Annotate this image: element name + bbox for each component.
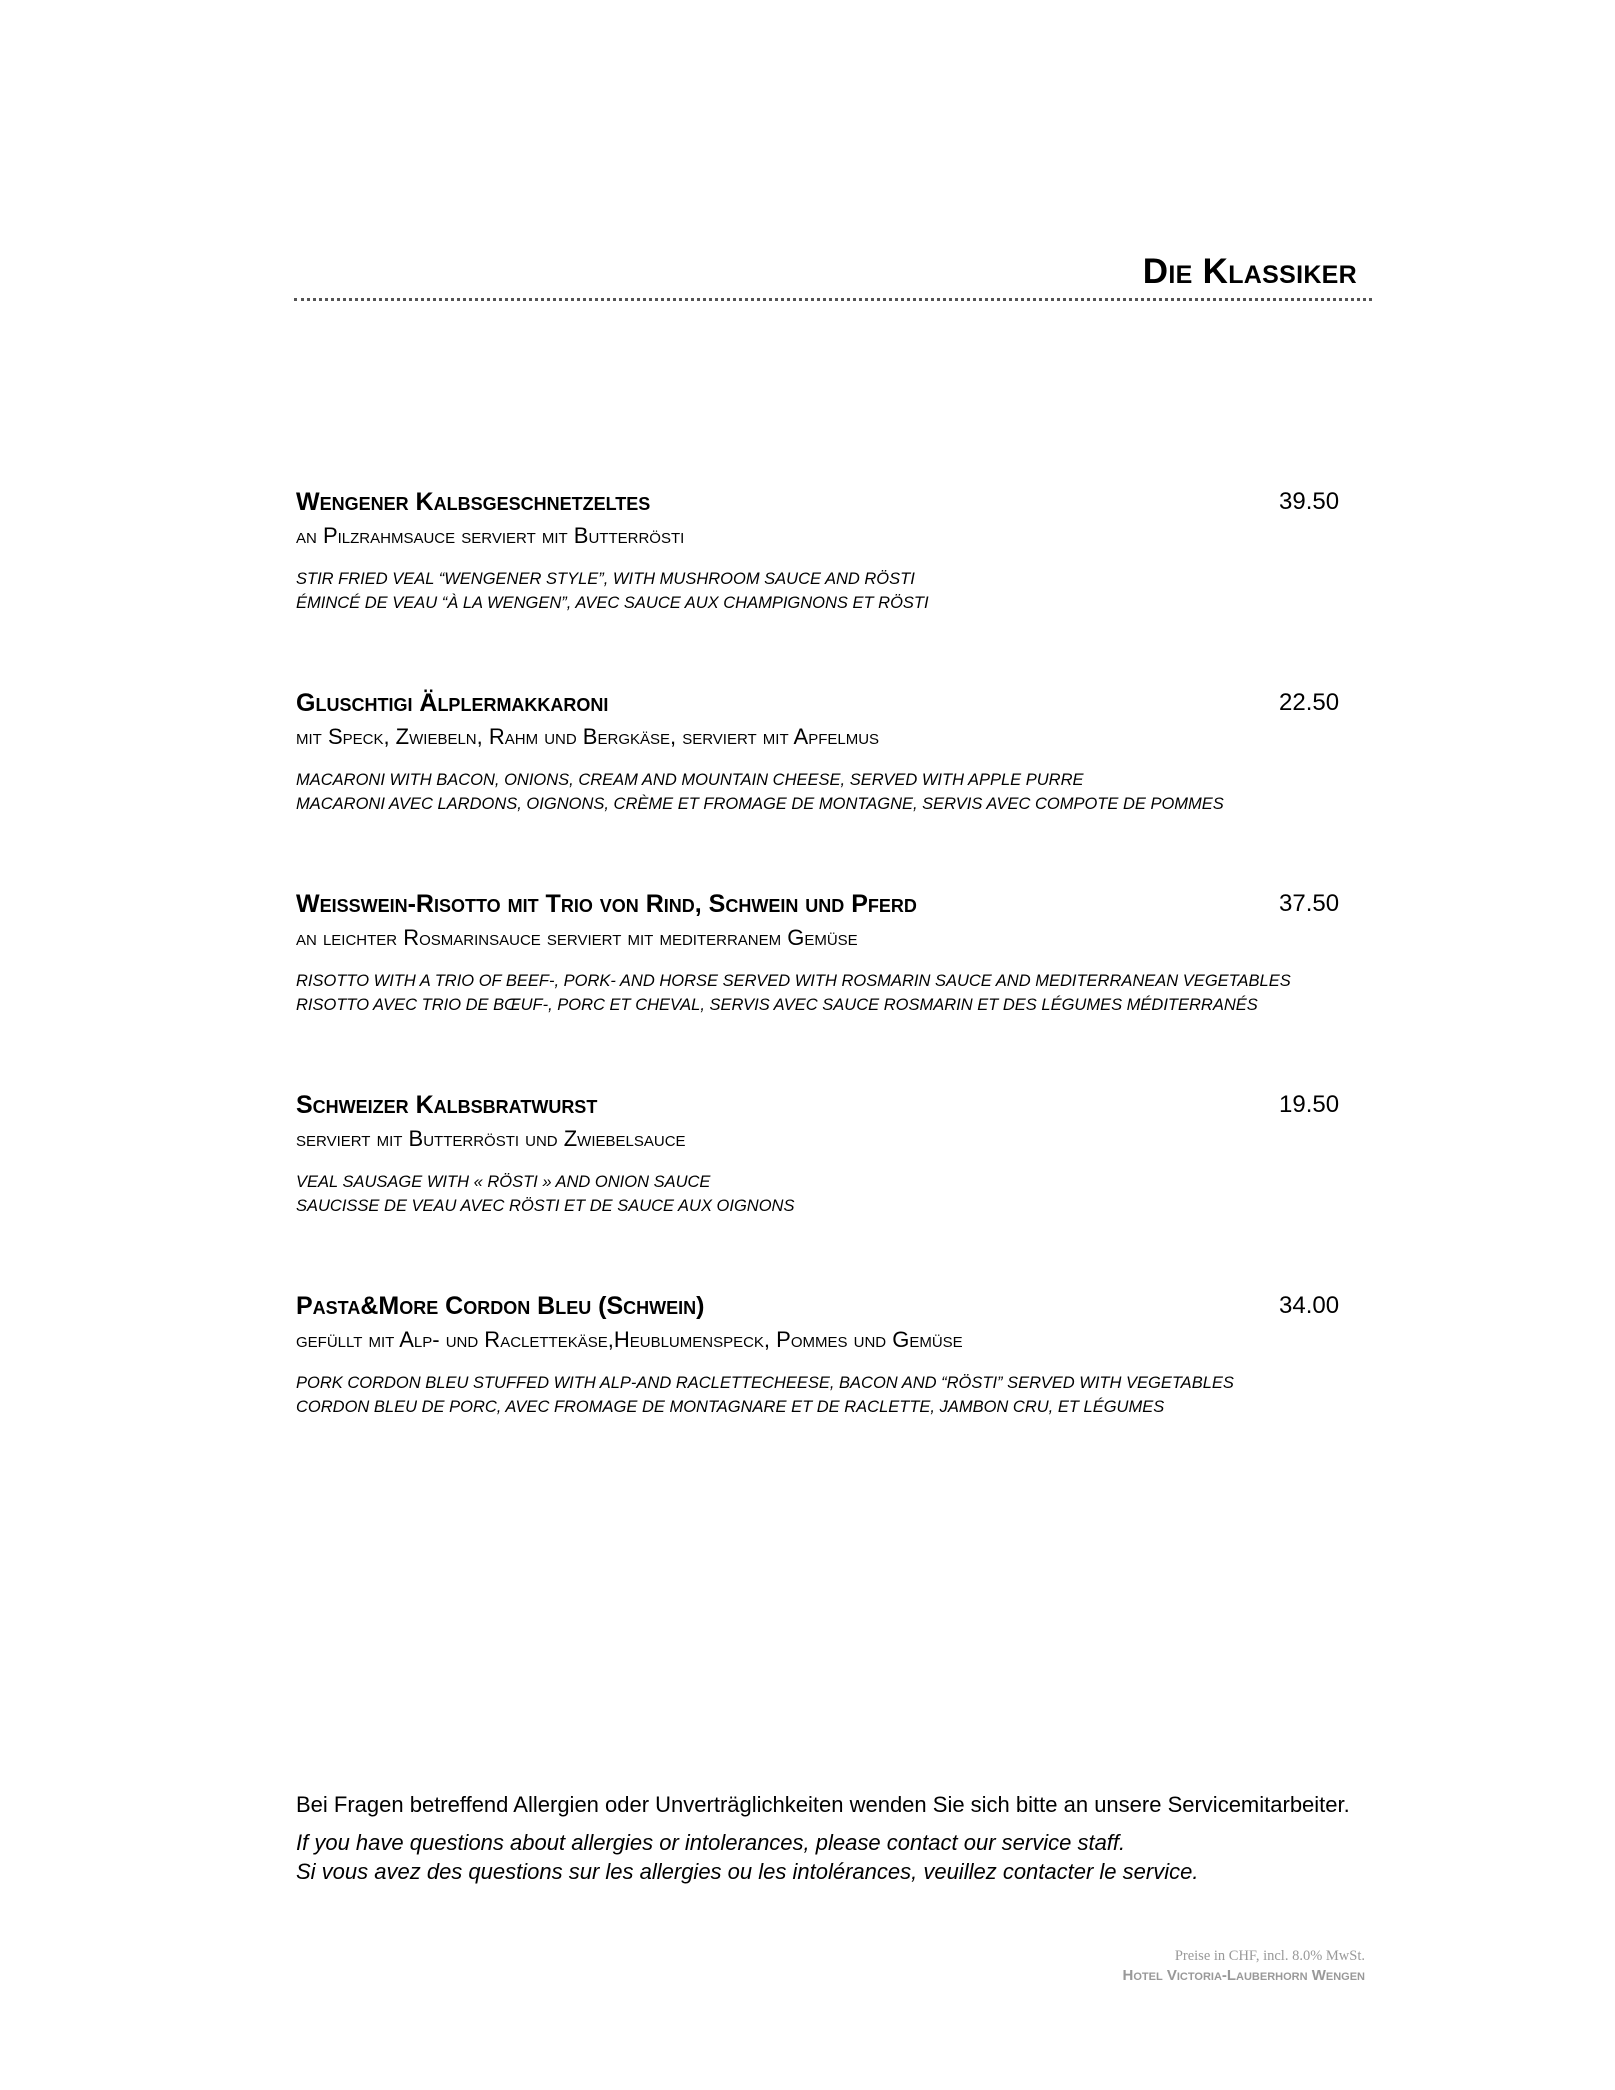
item-price: 22.50 <box>1279 689 1340 716</box>
menu-item <box>296 689 1376 890</box>
item-french: MACARONI AVEC LARDONS, OIGNONS, CRÈME ET FROMAGE DE MONTAGNE, SERVIS AVEC COMPOTE DE POMMES <box>296 795 1224 813</box>
item-description: an leichter Rosmarinsauce serviert mit mediterranem Gemüse <box>296 925 858 950</box>
item-price: 39.50 <box>1279 488 1340 515</box>
item-english: RISOTTO WITH A TRIO OF BEEF-, PORK- AND HORSE SERVED WITH ROSMARIN SAUCE AND MEDITERRANEAN VEGETABLES <box>296 972 1291 990</box>
item-english: MACARONI WITH BACON, ONIONS, CREAM AND MOUNTAIN CHEESE, SERVED WITH APPLE PURRE <box>296 771 1084 789</box>
allergy-note-english: If you have questions about allergies or intolerances, please contact our service staff. <box>296 1830 1126 1855</box>
item-name: Schweizer Kalbsbratwurst <box>296 1091 598 1119</box>
item-french: ÉMINCÉ DE VEAU “À LA WENGEN”, AVEC SAUCE AUX CHAMPIGNONS ET RÖSTI <box>296 594 929 612</box>
item-price: 34.00 <box>1279 1292 1340 1319</box>
item-description: an Pilzrahmsauce serviert mit Butterrösti <box>296 523 685 548</box>
page-title: Die Klassiker <box>1142 252 1357 291</box>
item-price: 37.50 <box>1279 890 1340 917</box>
item-name: Wengener Kalbsgeschnetzeltes <box>296 488 651 516</box>
item-name: Weisswein-Risotto mit Trio von Rind, Schwein und Pferd <box>296 890 917 918</box>
menu-item <box>296 488 1376 689</box>
footer-prices-note: Preise in CHF, incl. 8.0% MwSt. <box>1174 1948 1365 1964</box>
allergy-note-german: Bei Fragen betreffend Allergien oder Unverträglichkeiten wenden Sie sich bitte an unsere Servicemitarbeiter. <box>296 1792 1350 1817</box>
item-french: SAUCISSE DE VEAU AVEC RÖSTI ET DE SAUCE AUX OIGNONS <box>296 1197 795 1215</box>
allergy-notes <box>296 1792 1416 1886</box>
item-price: 19.50 <box>1279 1091 1340 1118</box>
title-divider <box>294 298 1372 301</box>
item-french: CORDON BLEU DE PORC, AVEC FROMAGE DE MONTAGNARE ET DE RACLETTE, JAMBON CRU, ET LÉGUMES <box>296 1398 1165 1416</box>
item-english: PORK CORDON BLEU STUFFED WITH ALP-AND RACLETTECHEESE, BACON AND “RÖSTI” SERVED WITH VEGETABLES <box>296 1374 1234 1392</box>
item-french: RISOTTO AVEC TRIO DE BŒUF-, PORC ET CHEVAL, SERVIS AVEC SAUCE ROSMARIN ET DES LÉGUMES MÉDITERRANÉS <box>296 996 1258 1014</box>
footer-hotel-name: Hotel Victoria-Lauberhorn Wengen <box>1122 1967 1365 1984</box>
menu-item <box>296 890 1376 1091</box>
item-name: Gluschtigi Älplermakkaroni <box>296 689 609 717</box>
item-description: mit Speck, Zwiebeln, Rahm und Bergkäse, serviert mit Apfelmus <box>296 724 880 749</box>
item-name: Pasta&More Cordon Bleu (Schwein) <box>296 1292 705 1320</box>
footer <box>960 1946 1365 1986</box>
allergy-note-french: Si vous avez des questions sur les allergies ou les intolérances, veuillez contacter le service. <box>296 1859 1199 1884</box>
item-description: gefüllt mit Alp- und Raclettekäse,Heublumenspeck, Pommes und Gemüse <box>296 1327 963 1352</box>
item-description: serviert mit Butterrösti und Zwiebelsauce <box>296 1126 686 1151</box>
menu-item <box>296 1091 1376 1292</box>
menu-items <box>296 488 1376 1493</box>
item-english: VEAL SAUSAGE WITH « RÖSTI » AND ONION SAUCE <box>296 1173 711 1191</box>
menu-item <box>296 1292 1376 1493</box>
item-english: STIR FRIED VEAL “WENGENER STYLE”, WITH MUSHROOM SAUCE AND RÖSTI <box>296 570 915 588</box>
